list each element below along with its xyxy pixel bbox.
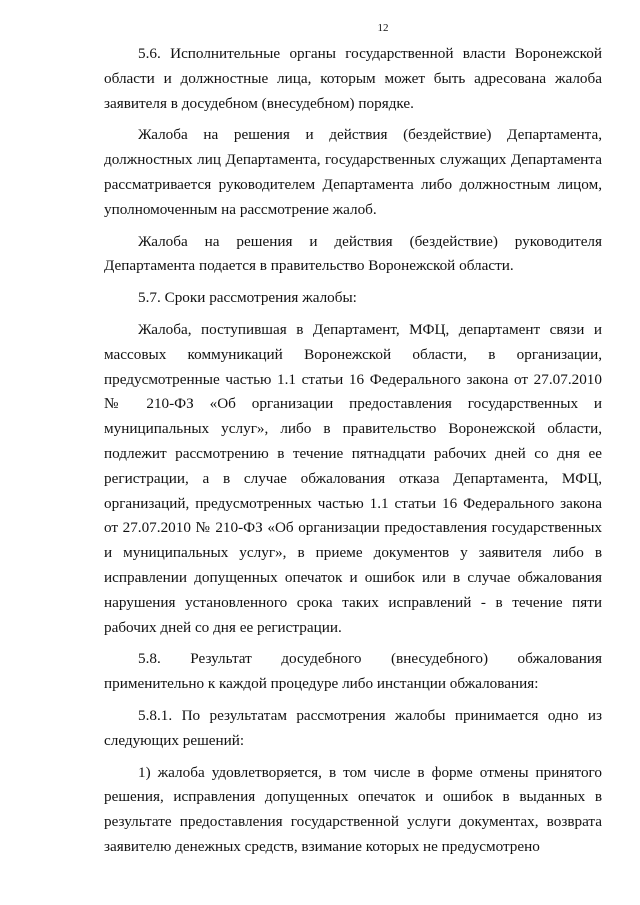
paragraph-5-7: 5.7. Сроки рассмотрения жалобы: <box>138 289 357 307</box>
paragraph-review-terms: Жалоба, поступившая в Департамент, МФЦ, департамент связи и массовых коммуникаций Воронежской области, в организации, предусмотренные частью 1.1 статьи 16 Федерального закона от 27.07.2010 № 210-ФЗ «Об организации предоставления государственных и муниципальных услуг», либо в правительство Воронежской области, подлежит рассмотрению в течение пятнадцати рабочих дней со дня ее регистрации, а в случае обжалования отказа Департамента, МФЦ, организаций, предусмотренных частью 1.1 статьи 16 Федерального закона от 27.07.2010 № 210-ФЗ «Об организации предоставления государственных и муниципальных услуг», в приеме документов у заявителя либо в исправлении допущенных опечаток и ошибок или в случае обжалования нарушения установленного срока таких исправлений - в течение пяти рабочих дней со дня ее регистрации. <box>104 320 602 636</box>
paragraph-5-6: 5.6. Исполнительные органы государственной власти Воронежской области и должностные лица, которым может быть адресована жалоба заявителя в досудебном (внесудебном) порядке. <box>104 45 602 112</box>
paragraph-complaint-department: Жалоба на решения и действия (бездействие) Департамента, должностных лиц Департамента, государственных служащих Департамента рассматривается руководителем Департамента либо должностным лицом, уполномоченным на рассмотрение жалоб. <box>104 126 602 218</box>
paragraph-decision-1: 1) жалоба удовлетворяется, в том числе в форме отмены принятого решения, исправления допущенных опечаток и ошибок в выданных в результате предоставления государственной услуги документах, возврата заявителю денежных средств, взимание которых не предусмотрено <box>104 763 602 855</box>
page-number: 12 <box>377 22 389 34</box>
paragraph-5-8-1: 5.8.1. По результатам рассмотрения жалобы принимается одно из следующих решений: <box>104 706 602 749</box>
paragraph-complaint-head: Жалоба на решения и действия (бездействие) руководителя Департамента подается в правительство Воронежской области. <box>104 232 602 275</box>
paragraph-5-8: 5.8. Результат досудебного (внесудебного) обжалования применительно к каждой процедуре либо инстанции обжалования: <box>104 650 602 693</box>
